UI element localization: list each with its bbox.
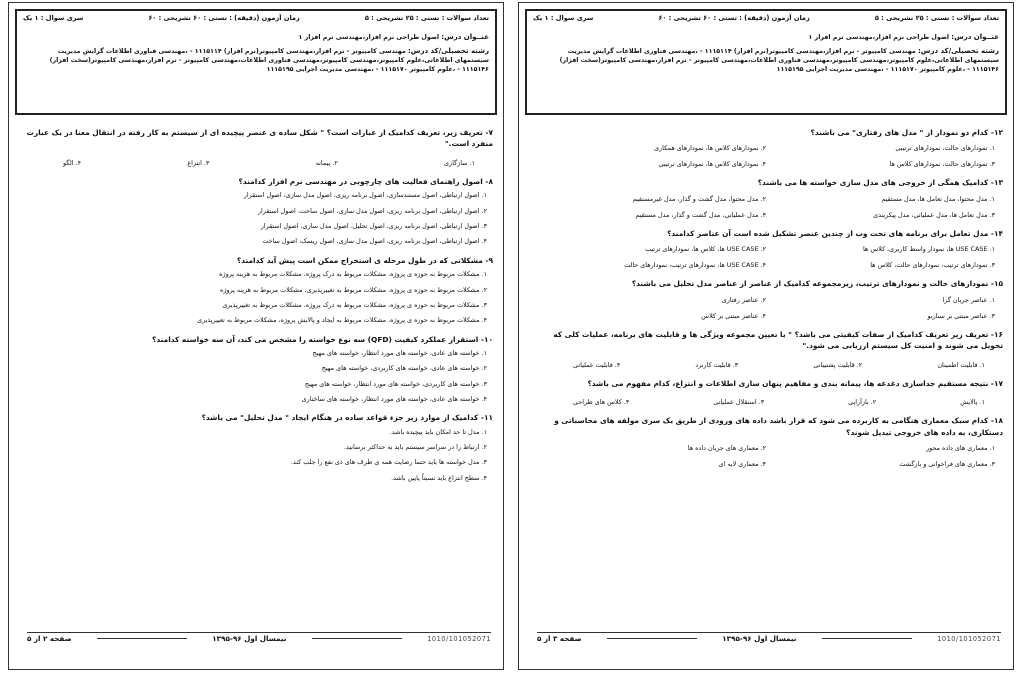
question-text: ۱۸- کدام سبک معماری هنگامی به کاربرده می شود که قرار باشد داده های ورودی از طریق یک سری مولفه های محاسباتی و دستکاری، به داده های خروجی تبدیل شوند؟: [554, 416, 1003, 437]
option: ۴. نمودارهای کلاس ها، نمودارهای ترتیبی: [658, 160, 766, 169]
option: ۱. قابلیت اطمینان: [937, 360, 985, 369]
page-number: صفحه ۳ از ۵: [537, 634, 582, 643]
question-text: ۸- اصول راهنمای فعالیت های چارچوبی در مهندسی نرم افزار کدامند؟: [238, 176, 493, 186]
option: ۲. بازآرایی: [848, 398, 877, 407]
question-text: ۱۵- نمودارهای حالت و نمودارهای ترتیب، زیرمجموعه کدامیک از عناصر از عناصر مدل تحلیل می باشند؟: [631, 279, 1003, 289]
option: ۱. مدل محتوا، مدل تعامل ها، مدل مستقیم: [881, 194, 995, 203]
option: ۱. نمودارهای حالت، نمودارهای ترتیبی: [895, 144, 995, 153]
question-series: سری سوال : ۱ یک: [23, 14, 84, 22]
option: ۲. پیمانه: [315, 158, 338, 167]
footer-separator: [822, 638, 912, 639]
option: ۳. استقلال عملیاتی: [713, 398, 765, 407]
question-14: [533, 228, 1003, 269]
exam-code: 1010/101052071: [427, 634, 491, 643]
question-text: ۱۲- کدام دو نمودار از " مدل های رفتاری" می باشند؟: [810, 128, 1003, 137]
exam-time: زمان آزمون (دقیقه) : تستی : ۶۰ تشریحی : ۶۰: [658, 14, 810, 22]
option: ۱. معماری های داده محور: [926, 444, 995, 453]
option: ۱. اصول ارتباطی، اصول مستندسازی، اصول برنامه ریزی، اصول مدل سازی، اصول استقرار: [243, 191, 487, 200]
option: ۱. عناصر جریان گرا: [942, 295, 995, 304]
question-15: [533, 278, 1003, 319]
course-fields: [23, 46, 489, 74]
page-footer: [537, 634, 1001, 643]
option: ۴. اصول ارتباطی، اصول برنامه ریزی، اصول مدل سازی، اصول ریسک، اصول ساخت: [262, 237, 487, 246]
question-10: [23, 334, 493, 404]
questions: [23, 127, 493, 625]
option: ۲. اصول ارتباطی، اصول برنامه ریزی، اصول مدل سازی، اصول ساخت، اصول استقرار: [257, 206, 487, 215]
option: ۳. نمودارهای ترتیب، نمودارهای حالت، کلاس ها: [870, 261, 995, 270]
option: ۴. معماری لایه ای: [718, 460, 766, 469]
option: ۴. مشکلات مربوط به حوزه ی پروژه، مشکلات مربوط به ایجاد و پالایش پروژه، مشکلات مربوط به تغییرپذیری: [197, 316, 487, 325]
option: ۲. مشکلات مربوط به حوزه ی پروژه، مشکلات مربوط به تغییرپذیری، مشکلات مربوط به هزینه پروژه: [220, 285, 487, 294]
option: ۲. معماری های جریان داده ها: [687, 444, 766, 453]
course-name: اصول طراحی نرم افزار،مهندسی نرم افزار ۱: [298, 33, 440, 41]
option: ۲. خواسته های عادی، خواسته های کاربردی، خواسته های مهیج: [321, 364, 487, 373]
option: ۳. خواسته های کاربردی، خواسته های مورد انتظار، خواسته های مهیج: [304, 379, 487, 388]
option: ۴. کلاس های طراحی: [573, 398, 630, 407]
question-17: [533, 378, 1003, 406]
question-text: ۱۷- نتیجه مستقیم جداسازی دغدغه ها، پیمانه بندی و مفاهیم پنهان سازی اطلاعات و انتزاع، کدام مفهوم می باشد؟: [587, 378, 1003, 388]
term-label: نیمسال اول ۹۶-۱۳۹۵: [722, 634, 797, 643]
question-count: تعداد سوالات : تستی : ۲۵ تشریحی : ۵: [364, 14, 489, 22]
exam-page-right: [518, 2, 1014, 670]
option: ۳. انتزاع: [187, 158, 210, 167]
option: ۲. عناصر رفتاری: [721, 295, 766, 304]
course-title: [23, 32, 489, 42]
field-label: رشته تحصیلی/کد درس:: [917, 46, 999, 55]
term-label: نیمسال اول ۹۶-۱۳۹۵: [212, 634, 287, 643]
option: ۳. اصول ارتباطی، اصول برنامه ریزی، اصول تحلیل، اصول مدل سازی، اصول استقرار: [260, 222, 487, 231]
question-11: [23, 412, 493, 482]
option: ۱. پالایش: [960, 398, 985, 407]
exam-code: 1010/101052071: [937, 634, 1001, 643]
option: ۳. مشکلات مربوط به حوزه ی پروژه، مشکلات مربوط به درک پروژه، مشکلات مربوط به تغییرپذیری: [222, 300, 487, 309]
option: ۳. قابلیت کاربرد: [695, 360, 739, 369]
question-text: ۱۱- کدامیک از موارد زیر جزء قواعد ساده در هنگام ایجاد " مدل تحلیل" می باشد؟: [201, 413, 493, 423]
option: ۲. مدل محتوا، مدل گشت و گذار، مدل غیرمستقیم: [632, 194, 766, 203]
question-text: ۱۳- کدامیک همگی از خروجی های مدل سازی خواسته ها می باشند؟: [757, 178, 1003, 188]
option: ۴. عناصر مبتنی بر کلاس: [701, 311, 766, 320]
exam-header: [15, 9, 497, 115]
option: ۲. USE CASE ها، کلاس ها، نمودارهای ترتیب: [645, 245, 766, 254]
option: ۴. الگو: [63, 158, 82, 167]
option: ۴. قابلیت عملیاتی: [573, 360, 621, 369]
option: ۴. USE CASE ها، نمودارهای ترتیب، نمودارهای حالت: [624, 261, 766, 270]
exam-header: [525, 9, 1007, 115]
option: ۳. مدل تعامل ها، مدل عملیاتی، مدل پیکربندی: [873, 210, 995, 219]
page-number: صفحه ۲ از ۵: [27, 634, 72, 643]
footer-divider: [537, 632, 1001, 633]
footer-separator: [312, 638, 402, 639]
footer-separator: [97, 638, 187, 639]
option: ۳. مدل خواسته ها باید حتما رضایت همه ی طرف های ذی نفع را جلب کند.: [290, 458, 487, 467]
question-9: [23, 255, 493, 325]
option: ۴. مدل عملیاتی، مدل گشت و گذار، مدل مستقیم: [635, 210, 766, 219]
question-text: ۱۶- تعریف زیر تعریف کدامیک از صفات کیفیتی می باشد؟ " با تعیین مجموعه ویژگی ها و قابلیت های برنامه، عملیات کلی که تحویل می شوند و امنیت کل سیستم ارزیابی می شود.": [553, 329, 1003, 351]
footer-separator: [607, 638, 697, 639]
question-text: ۹- مشکلاتی که در طول مرحله ی استخراج ممکن است پیش آید کدامند؟: [236, 255, 493, 265]
option: ۳. عناصر مبتنی بر سناریو: [927, 311, 995, 320]
exam-time: زمان آزمون (دقیقه) : تستی : ۶۰ تشریحی : ۶۰: [148, 14, 300, 22]
option: ۱. خواسته های عادی، خواسته های مورد انتظار، خواسته های مهیج: [312, 348, 487, 357]
option: ۳. معماری های فراخوانی و بازگشت: [899, 460, 995, 469]
option: ۱. مدل تا حد امکان باید پیچیده باشد.: [389, 427, 487, 436]
footer-divider: [27, 632, 491, 633]
question-text: ۱۰- استقرار عملکرد کیفیت (QFD) سه نوع خواسته را مشخص می کند، آن سه خواسته کدامند؟: [152, 334, 493, 344]
question-count: تعداد سوالات : تستی : ۲۵ تشریحی : ۵: [874, 14, 999, 22]
course-label: عنــوان درس:: [951, 32, 999, 41]
course-name: اصول طراحی نرم افزار،مهندسی نرم افزار ۱: [808, 33, 950, 41]
field-label: رشته تحصیلی/کد درس:: [407, 46, 489, 55]
option: ۴. سطح انتزاع باید نسبتاً پایین باشد.: [391, 473, 487, 482]
course-fields: [533, 46, 999, 74]
option: ۱. USE CASE ها، نمودار واسط کاربری، کلاس ها: [862, 245, 995, 254]
option: ۴. خواسته های عادی، خواسته های مورد انتظار، خواسته های ساختاری: [301, 394, 487, 403]
questions: [533, 127, 1003, 625]
question-series: سری سوال : ۱ یک: [533, 14, 594, 22]
course-title: [533, 32, 999, 42]
question-18: [533, 415, 1003, 468]
question-7: [23, 127, 493, 167]
question-text: ۷- تعریف زیر، تعریف کدامیک از عبارات است؟ " شکل ساده ی عنصر پیچیده ای از سیستم به کار رفته در انتقال معنا در یک عبارت منفرد است.": [26, 128, 493, 149]
page-footer: [27, 634, 491, 643]
option: ۲. نمودارهای کلاس ها، نمودارهای همکاری: [654, 144, 766, 153]
option: ۱. مشکلات مربوط به حوزه ی پروژه، مشکلات مربوط به درک پروژه، مشکلات مربوط به هزینه پروژه: [219, 270, 487, 279]
question-13: [533, 177, 1003, 218]
question-text: ۱۴- مدل تعامل برای برنامه های تحت وب از چندین عنصر تشکیل شده است آن عناصر کدامند؟: [667, 228, 1003, 238]
option: ۱. سازگاری: [444, 158, 475, 167]
option: ۲. ارتباط را در سراسر سیستم باید به حداکثر برسانید.: [343, 443, 487, 452]
question-16: [533, 329, 1003, 369]
question-8: [23, 176, 493, 246]
option: ۲. قابلیت پشتیبانی: [813, 360, 863, 369]
exam-page-left: [8, 2, 504, 670]
field-list: مهندسی کامپیوتر - نرم افزار،مهندسی کامپیوتر(نرم افزار) ۱۱۱۵۱۱۴ - ،مهندسی فناوری اطلاعات گرایش مدیریت سیستمهای اطلاعاتی،علوم کامپیوتر،مهندسی کامپیوتر،مهندسی فناوری اطلاعات،مهندسی کامپیوتر - نرم افزار،مهندسی کامپیوتر(سخت افزار) ۱۱۱۵۱۴۶ - ،علوم کامپیوتر ۱۱۱۵۱۷۰ - ،مهندسی مدیریت اجرایی ۱۱۱۵۱۹۵: [49, 47, 489, 73]
option: ۳. نمودارهای حالت، نمودارهای کلاس ها: [889, 160, 995, 169]
question-12: [533, 127, 1003, 168]
course-label: عنــوان درس:: [441, 32, 489, 41]
field-list: مهندسی کامپیوتر - نرم افزار،مهندسی کامپیوتر(نرم افزار) ۱۱۱۵۱۱۴ - ،مهندسی فناوری اطلاعات گرایش مدیریت سیستمهای اطلاعاتی،علوم کامپیوتر،مهندسی کامپیوتر،مهندسی فناوری اطلاعات،مهندسی کامپیوتر - نرم افزار،مهندسی کامپیوتر(سخت افزار) ۱۱۱۵۱۴۶ - ،علوم کامپیوتر ۱۱۱۵۱۷۰ - ،مهندسی مدیریت اجرایی ۱۱۱۵۱۹۵: [559, 47, 999, 73]
